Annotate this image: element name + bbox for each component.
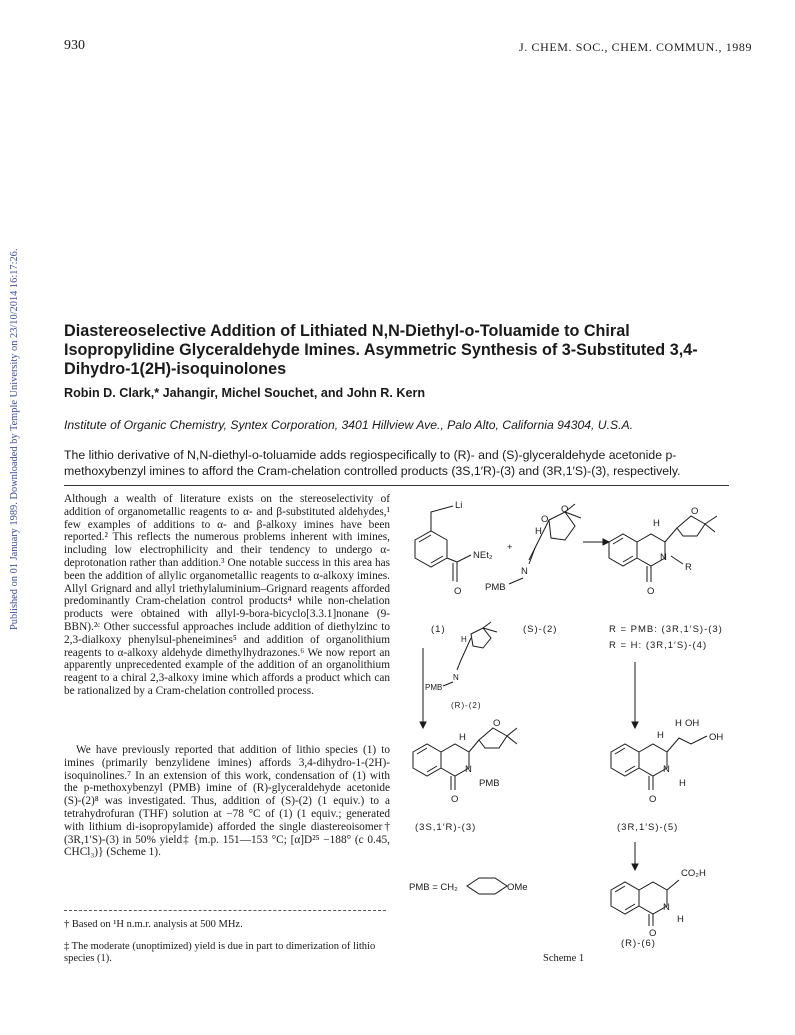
compound-1-structure [415, 500, 493, 635]
c3s-h-label: H [459, 732, 466, 743]
p3-n-label: N [660, 552, 667, 563]
footnote-1: † Based on ¹H n.m.r. analysis at 500 MHz. [64, 919, 243, 930]
label-c5: (3R,1′S)-(5) [617, 822, 679, 833]
p3-r-label: R [685, 562, 692, 573]
label-r2: (R)-(2) [451, 701, 482, 710]
lithium-label: Li [455, 500, 463, 511]
article-title: Diastereoselective Addition of Lithiated N,N-Diethyl-o-Toluamide to Chiral Isopropylidine Glyceraldehyde Imines. Asymmetric Synthesis of 3-Substituted 3,4-Dihydro-1(2H)-isoquinolones [64, 322, 698, 378]
abstract-divider [64, 485, 729, 486]
label-s2: (S)-(2) [523, 624, 558, 635]
label-r-pmb: R = PMB: (3R,1′S)-(3) [609, 624, 723, 635]
p3-h-label: H [653, 518, 660, 529]
authors: Robin D. Clark,* Jahangir, Michel Souchet, and John R. Kern [64, 386, 426, 400]
pmb-definition [409, 878, 528, 894]
s2-o-top: O [561, 504, 569, 515]
pmb-def-right: OMe [507, 882, 528, 893]
abstract: The lithio derivative of N,N-diethyl-o-toluamide adds regiospecifically to (R)- and (S)-glyceraldehyde acetonide p-methoxybenzyl imines to afford the Cram-chelation controlled products (3S,1′R)-(3) and (3R,1′S)-(3), respectively. [64, 448, 681, 478]
c6-nh-label: H [677, 914, 684, 925]
carbonyl-o-label-1: O [454, 586, 462, 597]
reaction-scheme [395, 490, 795, 950]
c3s-o-top: O [493, 718, 501, 729]
c5-o-label: O [649, 794, 657, 805]
net2-label: NEt₂ [473, 550, 493, 561]
pmb-def-left: PMB = CH₂ [409, 882, 458, 893]
body-text-2: We have previously reported that addition of lithio species (1) to imines (primarily benzylidene imines) affords 3,4-dihydro-1-(2H)-isoquinolines.⁷ In an extension of this work, condensation of (1) with the p-methoxybenzyl (PMB) imine of (R)-glyceraldehyde acetonide (S)-(2)⁸ was investigated. Thus, addition of (S)-(2) (1 equiv.) to a tetrahydrofuran (THF) solution at −78 °C of (1) (1 equiv.; generated with lithium di-isopropylamide) afforded the single diastereoisomer† (3R,1′S)-(3) in 50% yield‡ {m.p. 151—153 °C; [α]D²⁵ −188° (c 0.45, CHCl₃)} (Scheme 1). [64, 744, 390, 859]
s2-o-left: O [541, 514, 549, 525]
journal-header: J. CHEM. SOC., CHEM. COMMUN., 1989 [519, 40, 753, 54]
s2-n-label: N [521, 566, 528, 577]
download-watermark-text: Published on 01 January 1989. Downloaded by Temple University on 23/10/2014 16:17:26. [9, 248, 20, 630]
compound-5-structure [611, 718, 723, 833]
label-r-h: R = H: (3R,1′S)-(4) [609, 640, 708, 651]
s2-h-label: H [535, 526, 542, 537]
compound-3s-structure [413, 718, 517, 833]
label-c6: (R)-(6) [621, 938, 656, 949]
body-text-1: Although a wealth of literature exists on the stereoselectivity of addition of organometallic reagents to α- and β-substituted aldehydes,¹ few examples of additions to α- and β-alkoxy imines have been reported.² This reflects the numerous problems inherent with imines, including low electrophilicity and their tendency to undergo α-deprotonation rather than addition.³ One notable success in this area has been the addition of allylic organometallic reagents to α-alkoxy imines. Allyl Grignard and allyl triethylaluminium–Grignard reagents afforded predominantly Cram-chelation control products⁴ while non-chelation products were obtained with allyl-9-bora-bicyclo[3.3.1]nonane (9-BBN).²ᶜ Other successful approaches include addition of diethylzinc to 2,3-dialkoxy phenylsul-pheneimines⁵ and addition of organolithium reagents to α-alkoxy aldehyde dimethylhydrazones.⁶ We now report an apparently unprecedented example of the addition of an organolithium reagent to a chiral 2,3-alkoxy imine which affords a product which can be rationalized by a Cram-chelation controlled process. [64, 493, 390, 697]
c3s-pmb-label: PMB [479, 778, 500, 789]
c5-n-label: N [663, 764, 670, 775]
c3s-o-label: O [451, 794, 459, 805]
compound-6-structure [611, 868, 706, 949]
affiliation: Institute of Organic Chemistry, Syntex Corporation, 3401 Hillview Ave., Palo Alto, California 94304, U.S.A. [64, 418, 634, 432]
c5-h-label: H [657, 730, 664, 741]
p3-o-top: O [691, 506, 699, 517]
label-c3s: (3S,1′R)-(3) [415, 822, 477, 833]
body-paragraph-1 [64, 493, 390, 698]
footnote-2: ‡ The moderate (unoptimized) yield is due in part to dimerization of lithio species (1). [64, 941, 376, 964]
p3-o-label: O [647, 586, 655, 597]
label-compound-1: (1) [431, 624, 446, 635]
c5-oh2-label: OH [709, 732, 724, 743]
plus-sign: + [507, 542, 513, 553]
r2-n-label: N [453, 673, 459, 682]
scheme-caption: Scheme 1 [543, 953, 585, 964]
compound-3-4-structure [609, 506, 723, 651]
branch-to-3s [420, 622, 497, 728]
footnote-divider [64, 910, 386, 911]
s2-pmb-label: PMB [485, 582, 506, 593]
c6-o-label: O [649, 928, 657, 939]
c5-oh-label: OH [685, 718, 700, 729]
r2-h-label: H [461, 635, 467, 644]
c5-h2-label: H [675, 718, 682, 729]
compound-s2-structure [485, 504, 581, 635]
c6-co2h-label: CO₂H [681, 868, 706, 879]
download-watermark [4, 190, 22, 630]
c3s-n-label: N [465, 764, 472, 775]
c6-n-label: N [663, 902, 670, 913]
c5-nh-label: H [679, 778, 686, 789]
page-number: 930 [64, 38, 85, 53]
r2-pmb-label: PMB [425, 683, 443, 692]
body-paragraph-2 [64, 744, 390, 859]
